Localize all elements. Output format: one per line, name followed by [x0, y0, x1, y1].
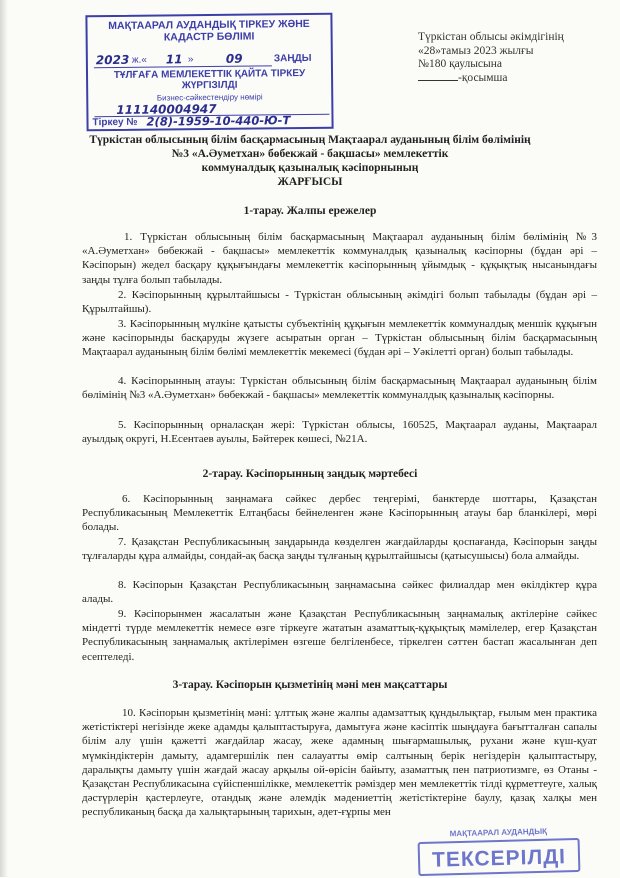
section-1-title: 1-тарау. Жалпы ережелер: [243, 205, 377, 217]
verified-stamp-label: ТЕКСЕРІЛДІ: [431, 845, 567, 872]
stamp-zh-label: ж.«: [131, 54, 147, 66]
section-2-title: 2-тарау. Кәсіпорынның заңдық мәртебесі: [202, 468, 418, 480]
paragraph-9: 9. Кәсіпорынмен жасалатын және Қазақстан Республикасының заңнамалық актілеріне сәйкес міндетті түрде мемлекеттік немесе өзге тіркеуге жататын азаматтық-құқықтық мәмілелер, егер Қазақстан Республикасының заңнамалық актілерімен өзгеше белгіленбесе, тіркелген сәттен бастап жасалынған деп есептеледі.: [82, 608, 597, 663]
section-3-title: 3-тарау. Кәсіпорын қызметінің мәні мен мақсаттары: [172, 679, 448, 691]
page-edge-shadow: [0, 0, 8, 877]
document-heading: [60, 133, 560, 189]
verified-stamp: [418, 826, 581, 876]
paragraph-7: 7. Қазақстан Республикасының заңдарында көзделген жағдайларды қоспағанда, Кәсіпорын заңды тұлғаларды құра алмайды, сондай-ақ басқа заңды тұлғаның құрылтайшысы (қатысушысы) бола алмайды.: [82, 536, 597, 563]
stamp-reg-label: Тіркеу №: [92, 116, 138, 129]
paragraph-1: 1. Түркістан облысының білім басқармасының Мақтаарал ауданының білім бөлімінің №3 «А.Әуметхан» бөбекжай - бақшасы» мемлекеттік коммуналдық қазыналық кәсіпорны (бұдан әрі – Кәсіпорын) жедел басқару құқығындағы мемлекеттік кәсіпорынның ұйымдық - құқықтық нысанындағы заңды тұлға болып табылады.: [82, 231, 597, 286]
stamp-reg-number: 2(8)-1959-10-440-Ю-Т: [146, 113, 291, 129]
stamp-year: 2023: [95, 52, 130, 68]
heading-line-3: коммуналдық қазыналық кәсіпорнының: [201, 162, 419, 174]
paragraph-2: 2. Кәсіпорынның құрылтайшысы - Түркістан облысының әкімдігі болып табылады (бұдан әрі –Құрылтайшы).: [82, 289, 597, 316]
heading-line-4: ЖАРҒЫСЫ: [277, 176, 343, 188]
stamp-bin-label: Бизнес-сәйкестендіру нөмірі: [156, 92, 263, 103]
paragraph-3: 3. Кәсіпорынның мүлкіне қатысты субъектінің құқығын мемлекеттік коммуналдық меншік құқығын және кәсіпорынды басқаруды жүзеге асыратын орган – Түркістан облысының білім басқармасының Мақтаарал ауданының білім бөлімі мемлекеттік мекемесі (бұдан әрі – Уәкілетті орган) болып табылады.: [82, 318, 597, 359]
verified-stamp-arc: МАҚТААРАЛ АУДАНДЫҚ: [449, 826, 548, 839]
stamp-bin: 111140004947: [116, 101, 217, 117]
approval-line-3: №180 қаулысына: [418, 58, 503, 70]
registration-stamp: МАҚТААРАЛ АУДАНДЫҚ ТІРКЕУ ЖӘНЕ КАДАСТР БӨЛІМІ 2023 ж.« 11 » 09 ЗАҢДЫ ТҰЛҒАҒА МЕМЛЕКЕТТІК ҚАЙТА ТІРКЕУ ЖҮРГІЗІЛДІ Бизнес-сәйкестендіру нөмірі 111140004947 Тіркеу № 2(8)-1959-10-440-Ю-Т: [85, 13, 333, 132]
paragraph-5: 5. Кәсіпорынның орналасқан жері: Түркістан облысы, 160525, Мақтаарал ауданы, Мақтаарал ауылдық округі, Н.Есентаев ауылы, Бәйтерек көшесі, №21А.: [82, 419, 597, 446]
stamp-reregistration-title: ТҰЛҒАҒА МЕМЛЕКЕТТІК ҚАЙТА ТІРКЕУ ЖҮРГІЗІЛДІ: [113, 67, 306, 92]
paragraph-8: 8. Кәсіпорын Қазақстан Республикасының заңнамасына сәйкес филиалдар мен өкілдіктер құра алады.: [82, 579, 597, 606]
paragraph-4: 4. Кәсіпорынның атауы: Түркістан облысының білім басқармасының Мақтаарал ауданының білім бөлімінің №3 «А.Әуметхан» бөбекжай - бақшасы» мемлекеттік коммуналдық қазыналық кәсіпорны.: [82, 375, 597, 402]
stamp-month: 09: [225, 51, 243, 66]
stamp-org-name: МАҚТААРАЛ АУДАНДЫҚ ТІРКЕУ ЖӘНЕ КАДАСТР БӨЛІМІ: [108, 17, 310, 44]
approval-line-4: -қосымша: [458, 71, 508, 84]
paragraph-10: 10. Кәсіпорын қызметінің мәні: ұлттық және жалпы адамзаттық құндылықтар, ғылым мен практика жетістіктері негізінде жеке адамды қалыптастыруға, дамытуға және кәсіптік шыңдауға бағытталған сапалы білім алу үшін қажетті жағдайлар жасау, жеке адамның шығармашылық, рухани және күш-қуат мүмкіндіктерін дамыту, адамгершілік пен салауатты өмір салтының берік негіздерін қалыптастыру, даралықты дамыту үшін жағдай жасау арқылы ой-өрісін байыту, азаматтық пен патриотизмге, өз Отаны - Қазақстан Республикасына сүйіспеншілікке, мемлекеттік рәміздер мен мемлекеттік тілді құрметтеуге, халық дәстүрлерін қастерлеуге, отандық және әлемдік мәдениеттің жетістіктеріне баулу, қазақ халқы мен республиканың басқа да халықтарының тарихын, әдет-ғұрпы мен: [82, 707, 597, 819]
stamp-day: 11: [165, 52, 183, 67]
approval-line-1: Түркістан облысы әкімдігінің: [418, 31, 564, 43]
stamp-zandy: ЗАҢДЫ: [273, 52, 312, 65]
heading-line-1: Түркістан облысының білім басқармасының Мақтаарал ауданының білім бөлімінің: [89, 134, 531, 146]
approval-block: [418, 31, 564, 85]
approval-line-2: «28»тамыз 2023 жылғы: [418, 44, 534, 57]
approval-underline: [418, 80, 458, 81]
heading-line-2: №3 «А.Әуметхан» бөбекжай - бақшасы» мемлекеттік: [171, 148, 449, 160]
paragraph-6: 6. Кәсіпорынның заңнамаға сәйкес дербес теңгерімі, банктерде шоттары, Қазақстан Республикасының Мемлекеттік Елтаңбасы бейнеленген және Кәсіпорынның атауы бар бланкілері, мөрі болады.: [82, 493, 597, 534]
